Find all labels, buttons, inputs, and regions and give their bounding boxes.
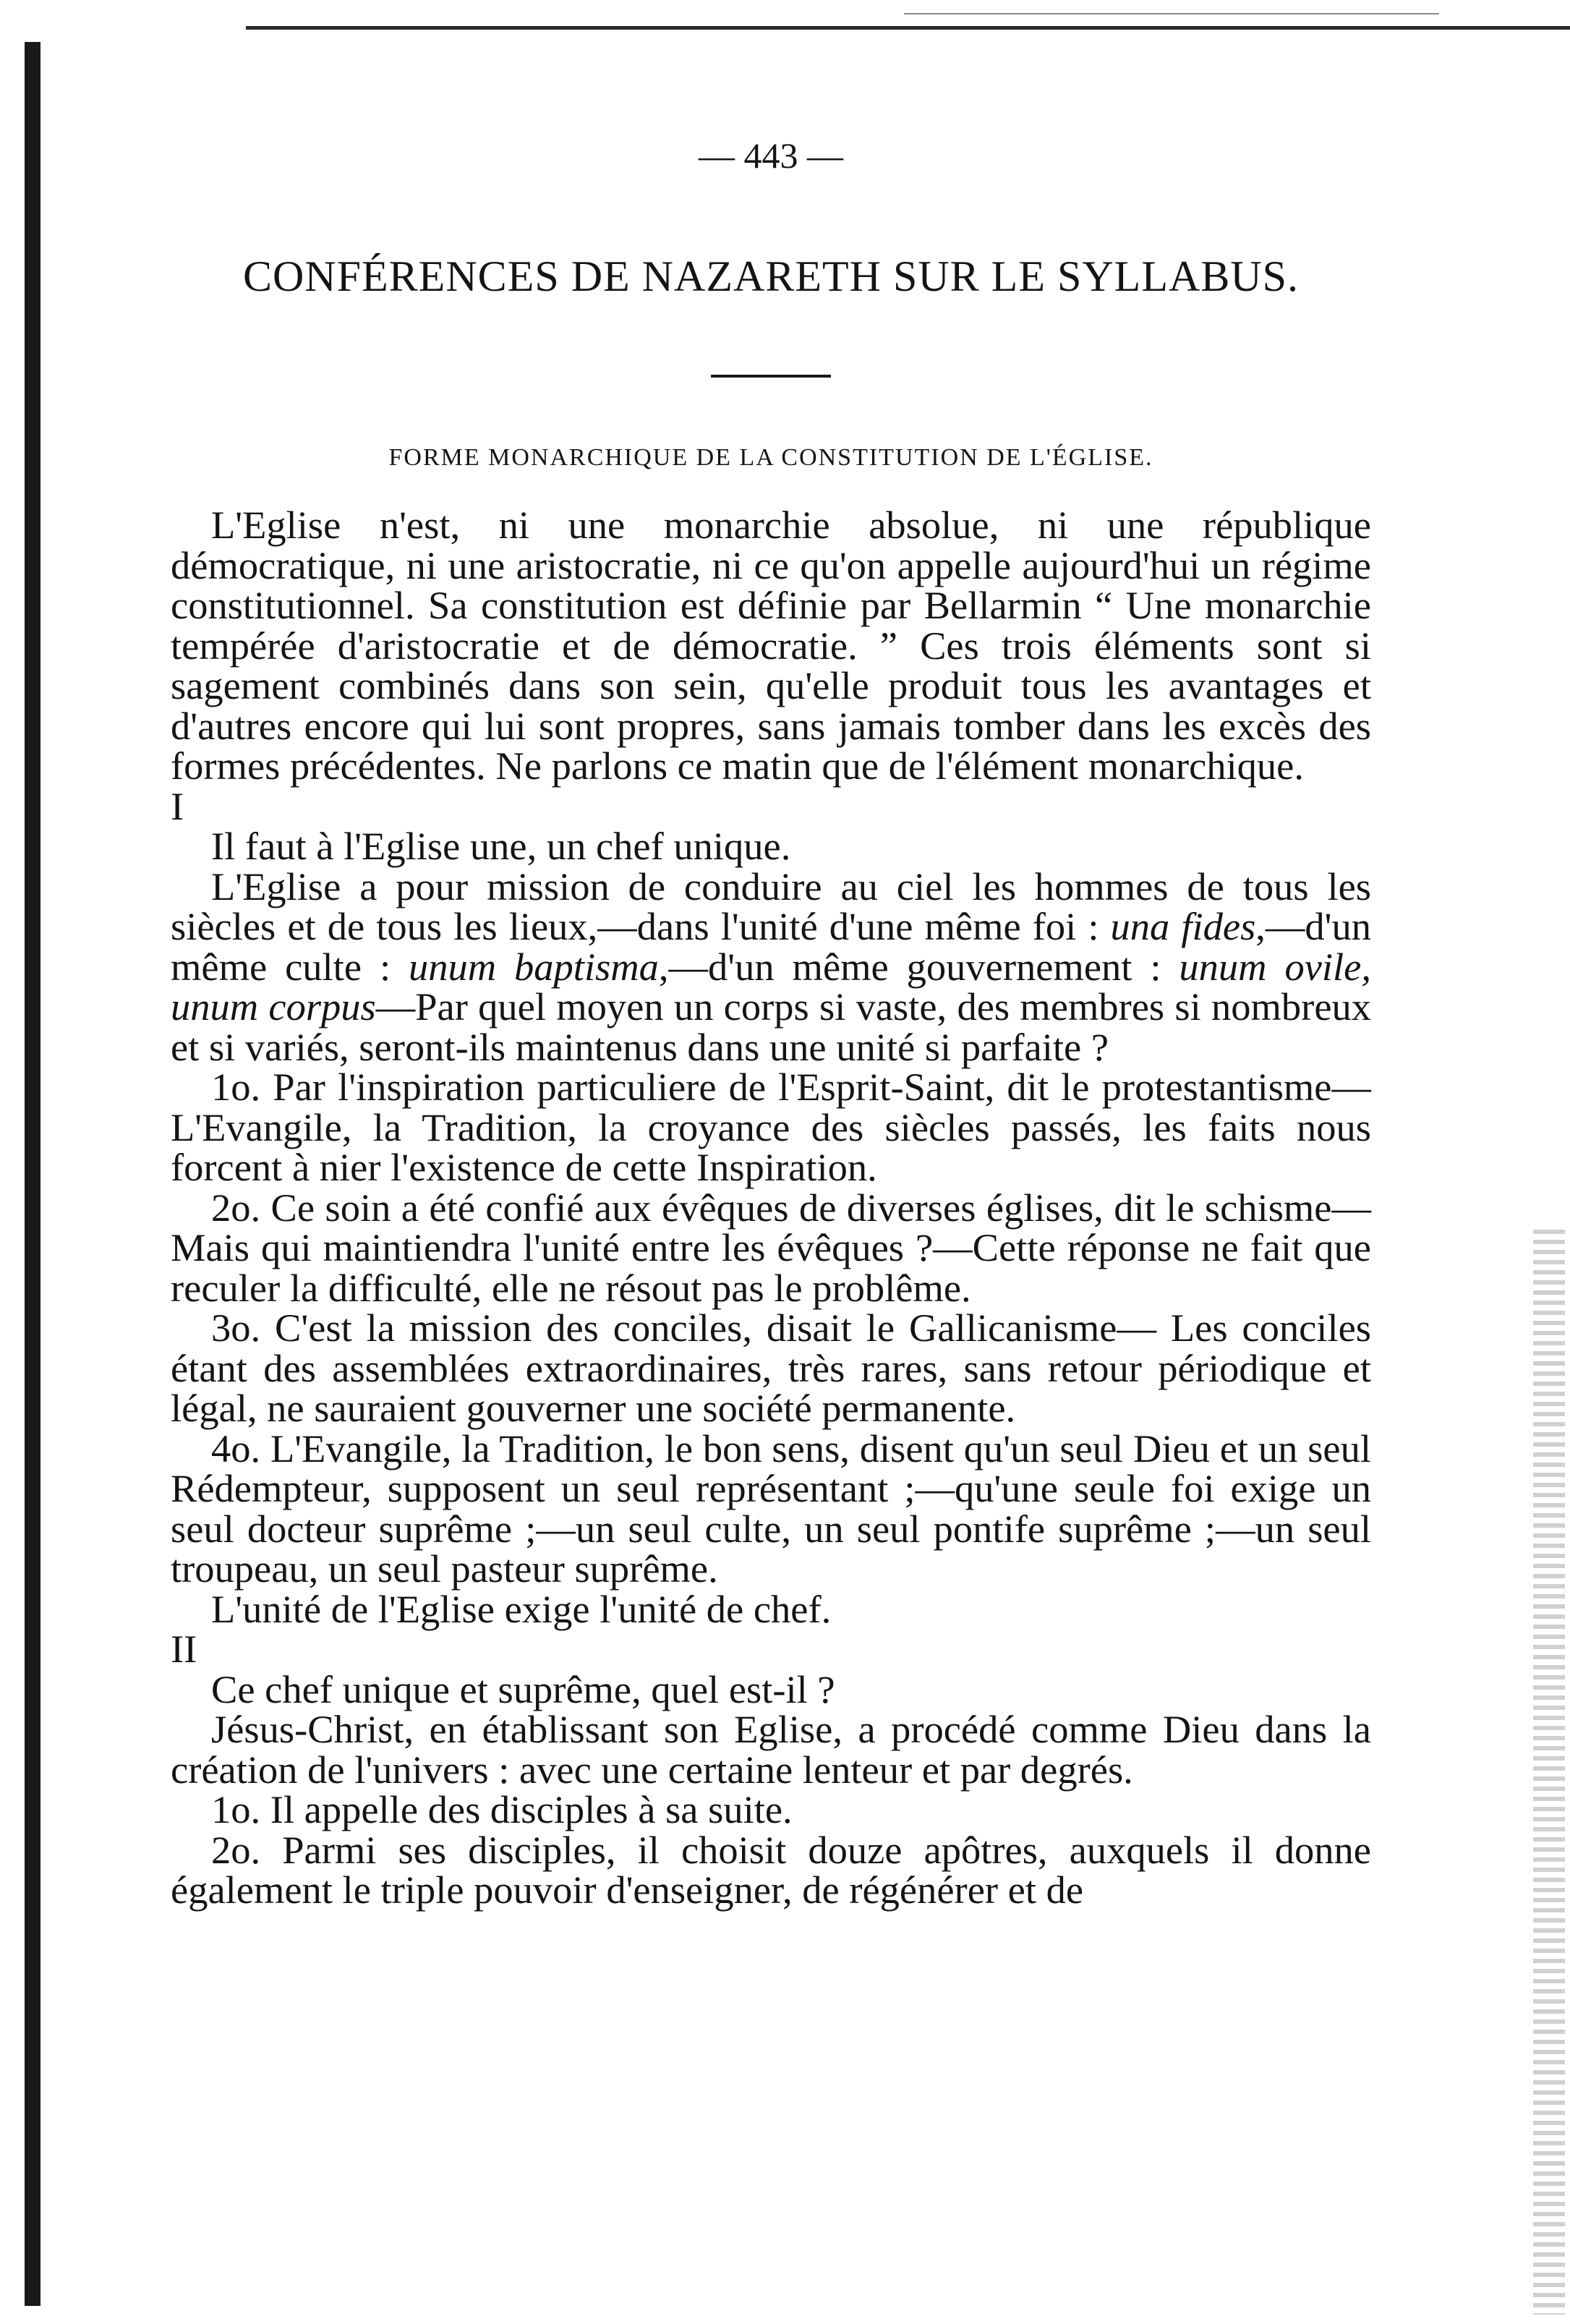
intro-paragraph: L'Eglise n'est, ni une monarchie absolue, ni une république démocratique, ni une aristocratie, ni ce qu'on appelle aujourd'hui un régime constitutionnel. Sa constitution est définie par Bellarmin “ Une monarchie tempérée d'aristocratie et de démocratie. ” Ces trois éléments sont si sagement combinés dans son sein, qu'elle produit tous les avantages et d'autres encore qui lui sont propres, sans jamais tomber dans les excès des formes précédentes. Ne parlons ce matin que de l'élément monarchique. bbox=[171, 503, 1371, 788]
top-rule bbox=[246, 26, 1570, 30]
section-subtitle: FORME MONARCHIQUE DE LA CONSTITUTION DE L'ÉGLISE. bbox=[388, 444, 1153, 471]
section-heading-2: II bbox=[171, 1627, 197, 1671]
paragraph: 1o. Il appelle des disciples à sa suite. bbox=[211, 1787, 793, 1831]
document-page bbox=[171, 116, 1371, 1910]
latin-quote: una fides bbox=[1110, 904, 1256, 948]
paragraph: Ce chef unique et suprême, quel est-il ? bbox=[211, 1667, 835, 1711]
paragraph: L'unité de l'Eglise exige l'unité de chef. bbox=[211, 1586, 832, 1631]
paragraph: 4o. L'Evangile, la Tradition, le bon sens, disent qu'un seul Dieu et un seul Rédempteur, supposent un seul représentant ;—qu'une seule foi exige un seul docteur suprême ;—un seul culte, un seul pontife suprême ;—un seul troupeau, un seul pasteur suprême. bbox=[171, 1426, 1371, 1591]
paragraph: Jésus-Christ, en établissant son Eglise, a procédé comme Dieu dans la création de l'univers : avec une certaine lenteur et par degrés. bbox=[171, 1707, 1371, 1792]
text-run: ,—d'un même gouvernement : bbox=[658, 944, 1179, 989]
latin-quote: unum baptisma bbox=[409, 944, 659, 989]
title-divider bbox=[711, 375, 831, 378]
right-page-edge bbox=[1533, 1230, 1565, 2315]
paragraph: 2o. Parmi ses disciples, il choisit douze apôtres, auxquels il donne également le triple pouvoir d'enseigner, de régénérer et de bbox=[171, 1827, 1371, 1912]
text-run: ,—d'un même culte : bbox=[171, 904, 1371, 989]
paragraph: 3o. C'est la mission des conciles, disait le Gallicanisme— Les conciles étant des assemblées extraordinaires, très rares, sans retour périodique et légal, ne sauraient gouverner une société permanente. bbox=[171, 1306, 1371, 1430]
page-title: CONFÉRENCES DE NAZARETH SUR LE SYLLABUS. bbox=[242, 252, 1300, 300]
latin-quote: unum ovile, unum corpus bbox=[171, 944, 1371, 1029]
left-page-edge bbox=[25, 42, 40, 2306]
paragraph: Il faut à l'Eglise une, un chef unique. bbox=[211, 824, 791, 868]
paragraph: 1o. Par l'inspiration particuliere de l'Esprit-Saint, dit le protestantisme—L'Evangile, la Tradition, la croyance des siècles passés, les faits nous forcent à nier l'existence de cette Inspiration. bbox=[171, 1065, 1371, 1189]
text-run: L'Eglise a pour mission de conduire au ciel les hommes de tous les siècles et de tous les lieux,—dans l'unité d'une même foi : bbox=[171, 864, 1371, 948]
body-text bbox=[171, 505, 1371, 1910]
paragraph: 2o. Ce soin a été confié aux évêques de diverses églises, dit le schisme—Mais qui maintiendra l'unité entre les évêques ?—Cette réponse ne fait que reculer la difficulté, elle ne résout pas le problême. bbox=[171, 1185, 1371, 1310]
text-run: —Par quel moyen un corps si vaste, des membres si nombreux et si variés, seront-ils maintenus dans une unité si parfaite ? bbox=[171, 984, 1372, 1069]
paragraph-mission bbox=[171, 864, 1372, 1069]
top-thin-rule bbox=[904, 13, 1439, 14]
section-heading-1: I bbox=[171, 783, 184, 828]
page-number: — 443 — bbox=[699, 135, 843, 176]
